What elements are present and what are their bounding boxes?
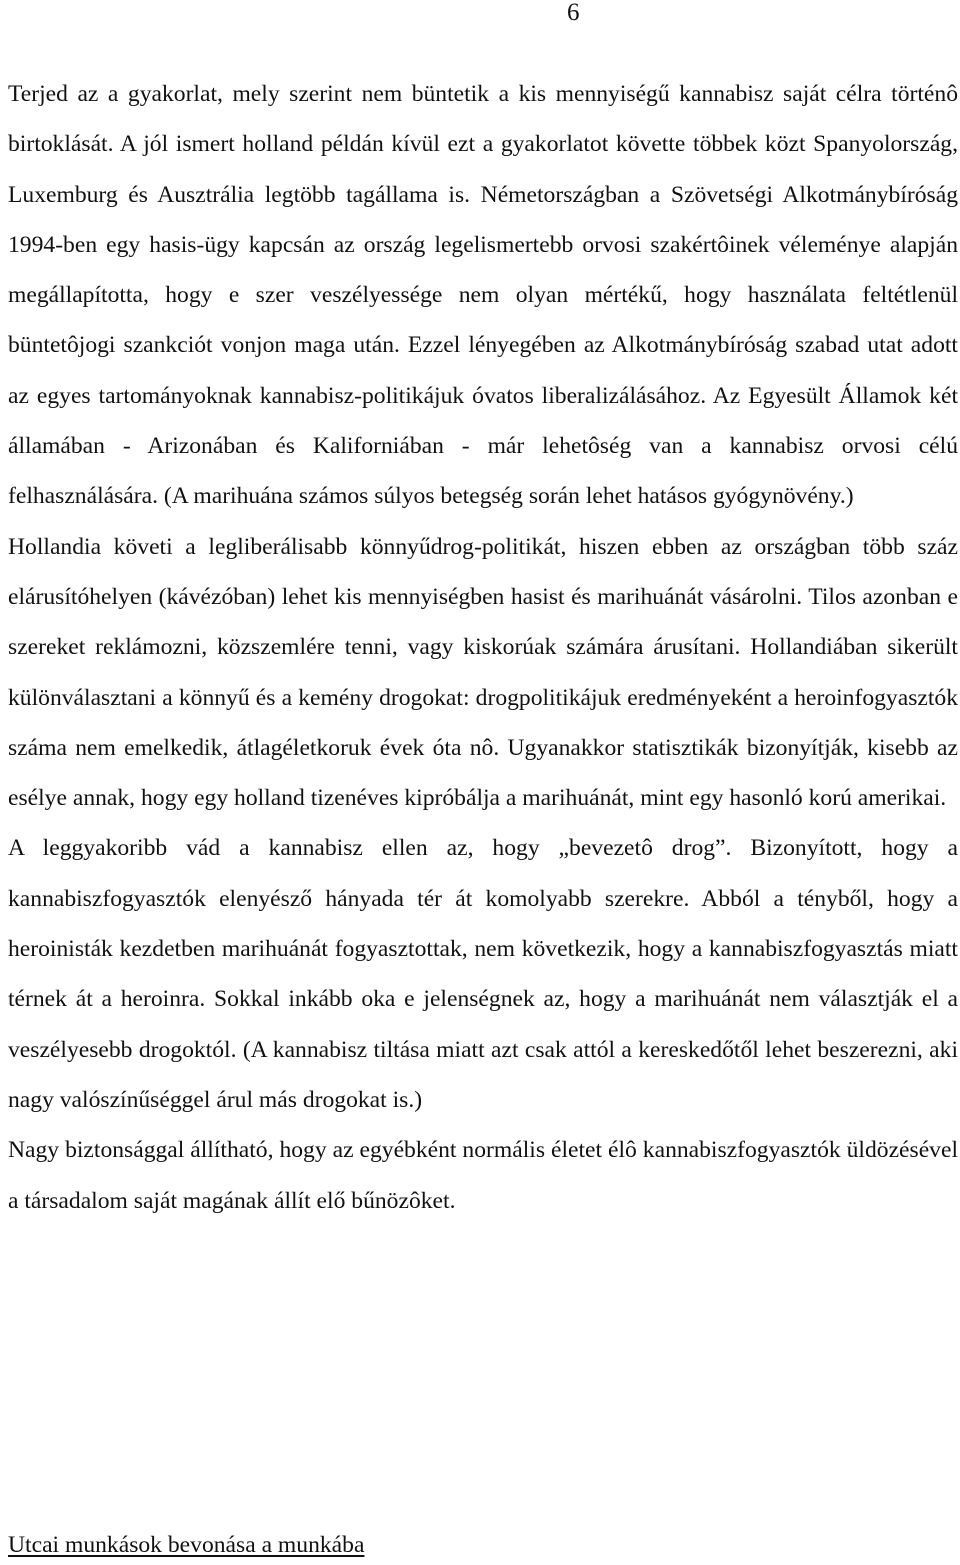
paragraph-conclusion: Nagy biztonsággal állítható, hogy az egyébként normális életet élô kannabiszfogyasztók üldözésével a társadalom saját magának állít elő bűnözôket. bbox=[8, 1137, 958, 1214]
paragraph-drug-policy-europe: Terjed az a gyakorlat, mely szerint nem büntetik a kis mennyiségű kannabisz saját célra történô birtoklását. A jól ismert holland példán kívül ezt a gyakorlatot követte többek közt Spanyolország, Luxemburg és Ausztrália legtöbb tagállama is. Németországban a Szövetségi Alkotmánybíróság 1994-ben egy hasis-ügy kapcsán az ország legelismertebb orvosi szakértôinek véleménye alapján megállapította, hogy e szer veszélyessége nem olyan mértékű, hogy használata feltétlenül büntetôjogi szankciót vonjon maga után. Ezzel lényegében az Alkotmánybíróság szabad utat adott az egyes tartományoknak kannabisz-politikájuk óvatos liberalizálásához. Az Egyesült Államok két államában - Arizonában és Kaliforniában - már lehetôség van a kannabisz orvosi célú felhasználására. (A marihuána számos súlyos betegség során lehet hatásos gyógynövény.) bbox=[8, 81, 958, 510]
paragraph-netherlands-policy: Hollandia követi a legliberálisabb könnyűdrog-politikát, hiszen ebben az országban több száz elárusítóhelyen (kávézóban) lehet kis mennyiségben hasist és marihuánát vásárolni. Tilos azonban e szereket reklámozni, közszemlére tenni, vagy kiskorúak számára árusítani. Hollandiában sikerült különválasztani a könnyű és a kemény drogokat: drogpolitikájuk eredményeként a heroinfogyasztók száma nem emelkedik, átlagéletkoruk évek óta nô. Ugyanakkor statisztikák bizonyítják, kisebb az esélye annak, hogy egy holland tizenéves kipróbálja a marihuánát, mint egy hasonló korú amerikai. bbox=[8, 533, 958, 812]
paragraph-gateway-drug: A leggyakoribb vád a kannabisz ellen az, hogy „bevezetô drog”. Bizonyított, hogy a kannabiszfogyasztók elenyésző hányada tér át komolyabb szerekre. Abból a tényből, hogy a heroinisták kezdetben marihuánát fogyasztottak, nem következik, hogy a kannabiszfogyasztás miatt térnek át a heroinra. Sokkal inkább oka e jelenségnek az, hogy a marihuánát nem választják el a veszélyesebb drogoktól. (A kannabisz tiltása miatt azt csak attól a kereskedőtől lehet beszerezni, aki nagy valószínűséggel árul más drogokat is.) bbox=[8, 835, 958, 1113]
section-heading: Utcai munkások bevonása a munkába bbox=[8, 1532, 365, 1558]
page-number: 6 bbox=[567, 0, 580, 26]
document-body bbox=[8, 69, 958, 1226]
